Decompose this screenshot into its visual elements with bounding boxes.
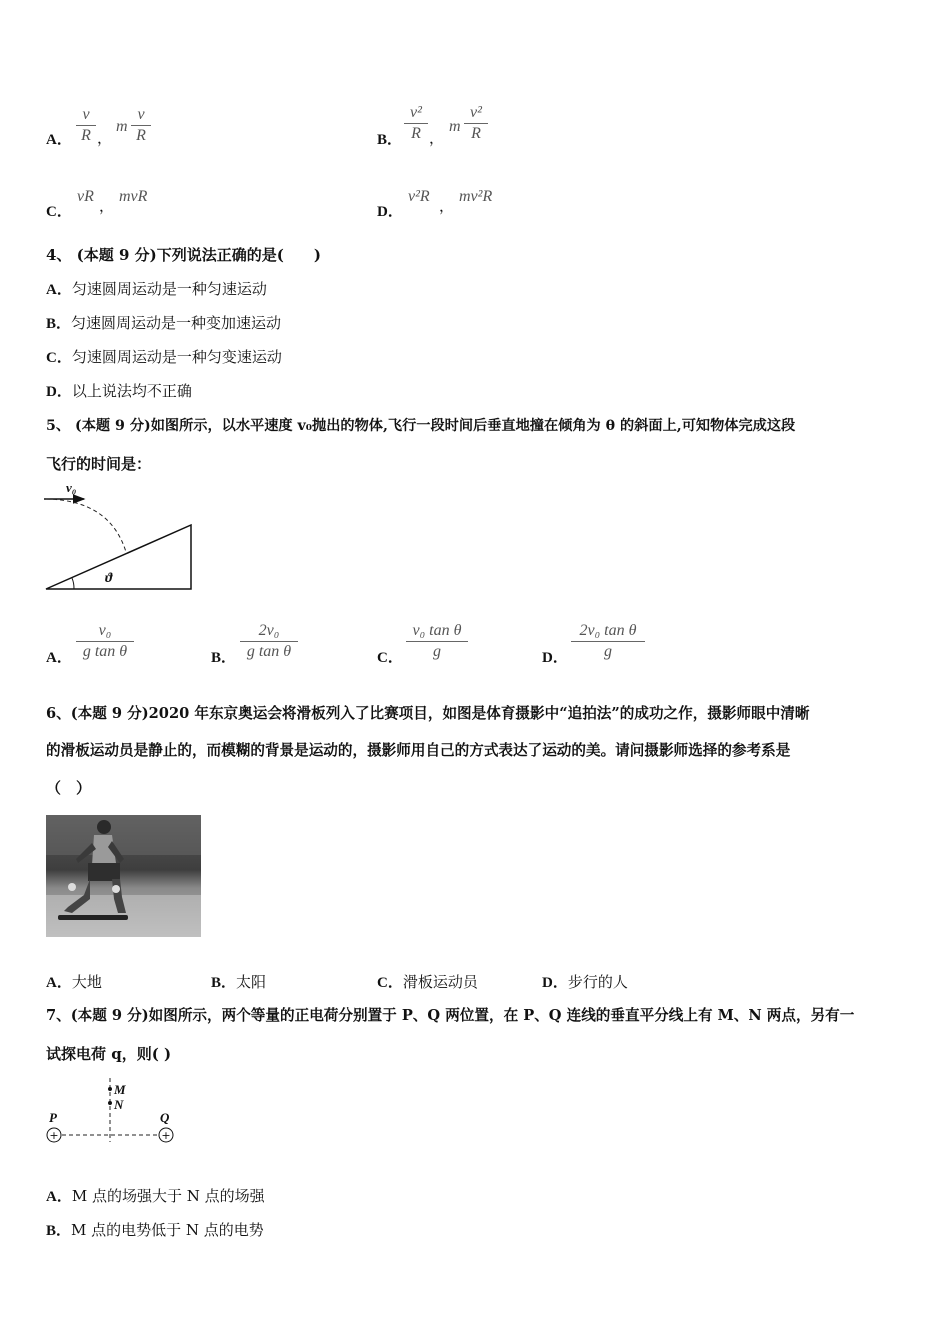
svg-text:+: +: [49, 1129, 59, 1142]
question-stem: 4、 (本题 9 分)下列说法正确的是( ): [46, 246, 321, 264]
question-stem-cont: 的滑板运动员是静止的，而模糊的背景是运动的，摄影师用自己的方式表达了运动的美。请问摄影师选择的参考系是: [46, 742, 791, 759]
question-stem: 6、(本题 9 分)2020 年东京奥运会将滑板列入了比赛项目，如图是体育摄影中“追拍法”的成功之作，摄影师眼中清晰: [46, 705, 810, 722]
q-label: Q: [160, 1110, 170, 1125]
option-d: D．步行的人: [542, 973, 628, 991]
point-m: [108, 1087, 112, 1091]
option-c: C．滑板运动员: [377, 973, 478, 991]
incline-projectile-figure: [40, 478, 200, 596]
option-a: A．M 点的场强大于 N 点的场强: [46, 1187, 265, 1205]
option-label: A．: [46, 132, 72, 148]
option-label: D．: [377, 204, 403, 220]
fraction: v² R: [464, 104, 488, 143]
option-d: D．以上说法均不正确: [46, 382, 192, 400]
question-stem-cont: 飞行的时间是：: [46, 455, 152, 473]
m-label: M: [114, 1082, 126, 1097]
n-label: N: [114, 1097, 124, 1112]
p-label: P: [49, 1110, 57, 1125]
question-stem: 5、 (本题 9 分)如图所示，以水平速度 v₀抛出的物体,飞行一段时间后垂直地撞在倾角为 θ 的斜面上,可知物体完成这段: [46, 418, 796, 434]
option-a: A．匀速圆周运动是一种匀速运动: [46, 280, 267, 298]
option-a: A．大地: [46, 973, 102, 991]
fraction: v² R: [404, 104, 428, 143]
fraction: v R: [131, 106, 151, 145]
point-n: [108, 1101, 112, 1105]
skateboarder-figure: [46, 815, 201, 937]
svg-text:+: +: [161, 1129, 171, 1142]
question-stem-cont: 试探电荷 q，则( ): [46, 1045, 172, 1063]
answer-paren: （ ）: [46, 779, 92, 797]
option-b: B．太阳: [211, 973, 267, 991]
skateboarder-photo: [46, 815, 201, 937]
option-label: C．: [46, 204, 72, 220]
theta-label: ϑ: [105, 571, 113, 586]
question-stem: 7、(本题 9 分)如图所示，两个等量的正电荷分别置于 P、Q 两位置，在 P、Q 连线的垂直平分线上有 M、N 两点，另有一: [46, 1007, 855, 1024]
option-b: B．匀速圆周运动是一种变加速运动: [46, 314, 282, 332]
charges-figure: [40, 1074, 190, 1150]
v0-label: v₀: [66, 480, 77, 495]
option-label: B．: [377, 132, 403, 148]
option-b: B．M 点的电势低于 N 点的电势: [46, 1221, 264, 1239]
fraction: v R: [76, 106, 96, 145]
angle-arc: [72, 578, 74, 589]
option-c: C．匀速圆周运动是一种匀变速运动: [46, 348, 282, 366]
trajectory-path: [46, 499, 126, 552]
